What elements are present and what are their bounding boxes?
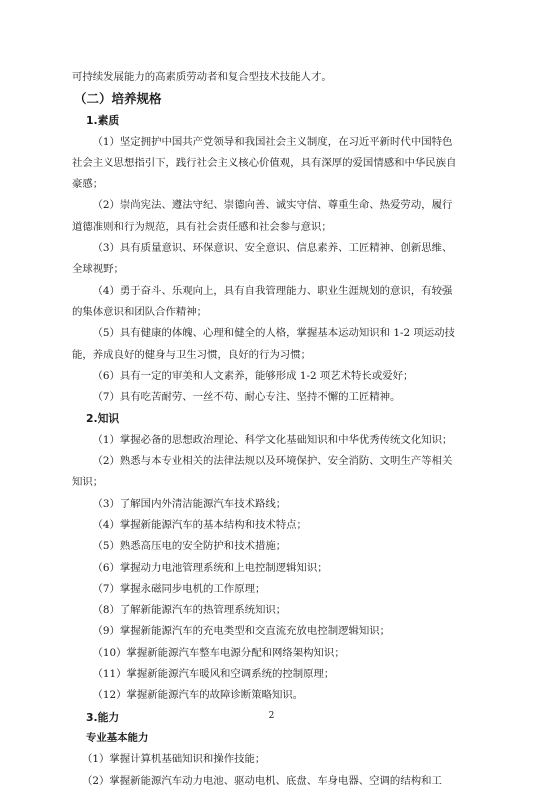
- list-item-line: （4）勇于奋斗、乐观向上，具有自我管理能力、职业生涯规划的意识，有较强: [92, 284, 453, 297]
- list-item-line: （7）掌握永磁同步电机的工作原理；: [92, 582, 266, 595]
- subheading: 专业基本能力: [86, 731, 149, 744]
- section-heading: （二）培养规格: [74, 91, 162, 107]
- list-item-line: （6）具有一定的审美和人文素养，能够形成 1-2 项艺术特长或爱好；: [92, 369, 414, 382]
- list-item-line: （5）具有健康的体魄、心理和健全的人格，掌握基本运动知识和 1-2 项运动技: [92, 327, 455, 340]
- list-item-line: （2）熟悉与本专业相关的法律法规以及环境保护、安全消防、文明生产等相关: [92, 455, 453, 468]
- page-number: 2: [268, 711, 275, 721]
- paragraph-line: 可持续发展能力的高素质劳动者和复合型技术技能人才。: [72, 71, 332, 83]
- paragraph-line: 全球视野；: [72, 263, 124, 276]
- paragraph-line: 知识；: [72, 476, 104, 489]
- list-item-line: （7）具有吃苦耐劳、一丝不苟、耐心专注、坚持不懈的工匠精神。: [92, 391, 401, 404]
- list-item-line: （3）了解国内外清洁能源汽车技术路线；: [92, 497, 287, 510]
- list-item-line: （2）掌握新能源汽车动力电池、驱动电机、底盘、车身电器、空调的结构和工: [82, 774, 442, 787]
- list-item-line: （1）掌握必备的思想政治理论、科学文化基础知识和中华优秀传统文化知识；: [92, 433, 453, 446]
- paragraph-line: 道德准则和行为规范，具有社会责任感和社会参与意识；: [72, 220, 332, 233]
- list-item-line: （6）掌握动力电池管理系统和上电控制逻辑知识；: [92, 561, 328, 574]
- list-item-line: （9）掌握新能源汽车的充电类型和交直流充放电控制逻辑知识；: [92, 625, 391, 638]
- paragraph-line: 豪感；: [72, 178, 104, 191]
- list-item-line: （1）掌握计算机基础知识和操作技能；: [82, 753, 266, 766]
- subsection-heading: 3.能力: [86, 710, 120, 724]
- list-item-line: （10）掌握新能源汽车整车电源分配和网络架构知识；: [92, 646, 345, 659]
- subsection-heading: 2.知识: [86, 412, 120, 426]
- paragraph-line: 的集体意识和团队合作精神；: [72, 305, 208, 318]
- list-item-line: （3）具有质量意识、环保意识、安全意识、信息素养、工匠精神、创新思维、: [92, 242, 453, 255]
- list-item-line: （8）了解新能源汽车的热管理系统知识；: [92, 604, 287, 617]
- list-item-line: （4）掌握新能源汽车的基本结构和技术特点；: [92, 518, 307, 531]
- list-item-line: （12）掌握新能源汽车的故障诊断策略知识。: [92, 689, 304, 702]
- paragraph-line: 能，养成良好的健身与卫生习惯，良好的行为习惯；: [72, 348, 311, 361]
- body-text: [72, 67, 474, 792]
- list-item-line: （5）熟悉高压电的安全防护和技术措施；: [92, 540, 287, 553]
- list-item-line: （11）掌握新能源汽车暖风和空调系统的控制原理；: [92, 668, 335, 681]
- subsection-heading: 1.素质: [86, 114, 120, 128]
- list-item-line: （2）崇尚宪法、遵法守纪、崇德向善、诚实守信、尊重生命、热爱劳动，履行: [92, 199, 453, 212]
- list-item-line: （1）坚定拥护中国共产党领导和我国社会主义制度，在习近平新时代中国特色: [92, 135, 453, 148]
- paragraph-line: 社会主义思想指引下，践行社会主义核心价值观，具有深厚的爱国情感和中华民族自: [72, 156, 457, 169]
